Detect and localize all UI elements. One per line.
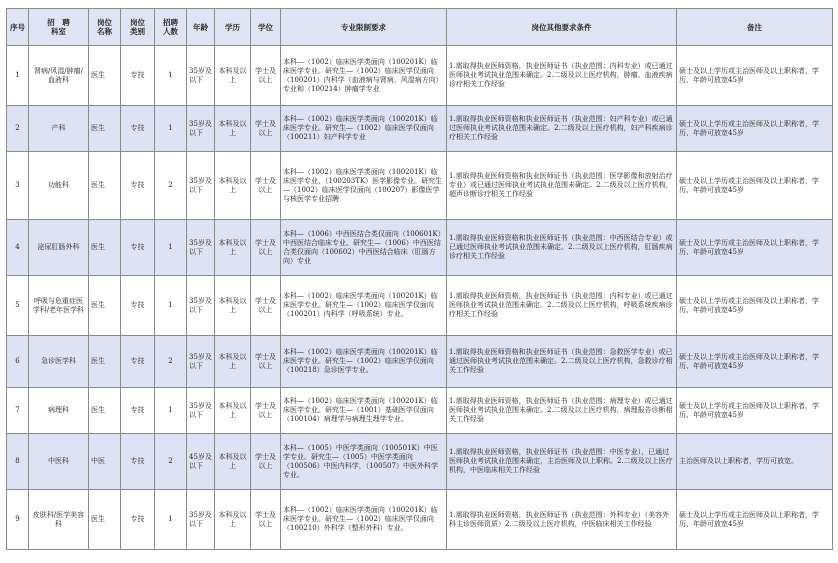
cell-count: 1 xyxy=(155,276,187,336)
cell-degree: 学士及以上 xyxy=(251,490,281,550)
cell-position-name: 医生 xyxy=(89,106,121,152)
cell-seq: 6 xyxy=(7,336,29,388)
cell-degree: 学士及以上 xyxy=(251,46,281,106)
cell-seq: 3 xyxy=(7,152,29,220)
cell-count: 1 xyxy=(155,220,187,276)
cell-position-name: 医生 xyxy=(89,336,121,388)
cell-age: 35岁及以下 xyxy=(187,46,215,106)
header-education: 学历 xyxy=(215,9,251,46)
cell-dept: 产科 xyxy=(29,106,89,152)
recruitment-table-wrapper xyxy=(6,8,832,550)
cell-major: 本科—（1006）中西医结合类仅面向（100601K）中西医结合临床专业。研究生—（1006）中西医结合类仅面向（100602）中西医结合临床（肛肠方向）专业 xyxy=(281,220,447,276)
header-note: 备注 xyxy=(677,9,833,46)
cell-other-requirements: 1.需取得执业医师资格和执业医师证书（执业范围：妇产科专业）或已通过医师执业考试执业范围未确定。2.二级及以上医疗机构，妇产科疾病诊疗相关工作经验 xyxy=(447,106,677,152)
cell-education: 本科及以上 xyxy=(215,106,251,152)
cell-count: 2 xyxy=(155,434,187,490)
cell-other-requirements: 1.需取得执业医师资格，执业医师证书（执业范围：外科专业）（美容外科主诊医师资质）2.二级及以上医疗机构，中医临床相关工作经验 xyxy=(447,490,677,550)
cell-degree: 学士及以上 xyxy=(251,388,281,434)
table-row xyxy=(7,434,833,490)
cell-education: 本科及以上 xyxy=(215,220,251,276)
cell-position-type: 专技 xyxy=(121,388,155,434)
cell-seq: 1 xyxy=(7,46,29,106)
cell-dept: 中医科 xyxy=(29,434,89,490)
recruitment-table xyxy=(6,8,833,550)
cell-education: 本科及以上 xyxy=(215,336,251,388)
cell-other-requirements: 1.需取得执业医师资格，执业医师证书（执业范围：内科专业）或已通过医师执业考试执业范围未确定。2.二级及以上医疗机构，呼吸系统疾病诊疗相关工作经验 xyxy=(447,276,677,336)
cell-seq: 4 xyxy=(7,220,29,276)
cell-seq: 8 xyxy=(7,434,29,490)
header-position-type-line2: 类别 xyxy=(130,27,145,36)
header-position-name-line2: 名称 xyxy=(97,27,112,36)
cell-other-requirements: 1.需取得执业医师资格，执业医师证书（执业范围：病理专业）或已通过医师执业考试执业范围未确定。2.二级及以上医疗机构，病理报告诊断相关工作经验 xyxy=(447,388,677,434)
cell-position-name: 医生 xyxy=(89,388,121,434)
header-position-name xyxy=(89,9,121,46)
header-seq: 序号 xyxy=(7,9,29,46)
cell-age: 35岁及以下 xyxy=(187,152,215,220)
cell-major: 本科—（1002）临床医学类面向（100201K）临床医学专业。研究生—（1002）临床医学仅面向（100201）内科学（呼吸系统）专业。 xyxy=(281,276,447,336)
cell-education: 本科及以上 xyxy=(215,152,251,220)
cell-count: 1 xyxy=(155,46,187,106)
cell-position-type: 专技 xyxy=(121,336,155,388)
cell-education: 本科及以上 xyxy=(215,276,251,336)
cell-position-name: 医生 xyxy=(89,220,121,276)
cell-position-type: 专技 xyxy=(121,434,155,490)
cell-other-requirements: 1.需取得执业医师资格和执业医师证书（执业范围：中西医结合专业）或已通过医师执业考试执业范围未确定。2.二级及以上医疗机构，肛肠疾病诊疗相关工作经验 xyxy=(447,220,677,276)
cell-dept: 呼吸与危重症医学科/老年医学科 xyxy=(29,276,89,336)
header-major: 专业限制要求 xyxy=(281,9,447,46)
cell-dept: 皮肤科/医学美容科 xyxy=(29,490,89,550)
cell-dept: 病理科 xyxy=(29,388,89,434)
cell-age: 35岁及以下 xyxy=(187,336,215,388)
cell-position-type: 专技 xyxy=(121,46,155,106)
cell-note: 硕士及以上学历或主治医师及以上职称者，学历、年龄可放宽45岁 xyxy=(677,220,833,276)
cell-degree: 学士及以上 xyxy=(251,434,281,490)
cell-count: 1 xyxy=(155,106,187,152)
cell-degree: 学士及以上 xyxy=(251,152,281,220)
cell-note: 硕士及以上学历或主治医师及以上职称者，学历、年龄可放宽45岁 xyxy=(677,152,833,220)
header-position-type-line1: 岗位 xyxy=(130,18,145,27)
header-count xyxy=(155,9,187,46)
cell-seq: 2 xyxy=(7,106,29,152)
cell-age: 35岁及以下 xyxy=(187,276,215,336)
cell-position-type: 专技 xyxy=(121,152,155,220)
header-dept xyxy=(29,9,89,46)
cell-major: 本科—（1002）临床医学类面向（100201K）临床医学专业、（100203TK）医学影像专业。研究生—（1002）临床医学仅面向（100207）影像医学与核医学专业招聘 xyxy=(281,152,447,220)
table-row xyxy=(7,490,833,550)
cell-note: 硕士及以上学历或主治医师及以上职称者，学历、年龄可放宽45岁 xyxy=(677,106,833,152)
cell-seq: 7 xyxy=(7,388,29,434)
cell-seq: 9 xyxy=(7,490,29,550)
cell-position-type: 专技 xyxy=(121,220,155,276)
cell-count: 2 xyxy=(155,152,187,220)
cell-note: 硕士及以上学历或主治医师及以上职称者，学历、年龄可放宽45岁 xyxy=(677,276,833,336)
cell-note: 主治医师及以上职称者，学历可放宽。 xyxy=(677,434,833,490)
header-other-requirements: 岗位其他要求条件 xyxy=(447,9,677,46)
table-row xyxy=(7,388,833,434)
cell-education: 本科及以上 xyxy=(215,388,251,434)
cell-age: 35岁及以下 xyxy=(187,388,215,434)
header-position-type xyxy=(121,9,155,46)
header-degree: 学位 xyxy=(251,9,281,46)
table-row xyxy=(7,106,833,152)
cell-position-name: 医生 xyxy=(89,152,121,220)
cell-position-name: 医生 xyxy=(89,490,121,550)
table-row xyxy=(7,46,833,106)
cell-age: 45岁及以下 xyxy=(187,434,215,490)
cell-position-name: 中医 xyxy=(89,434,121,490)
cell-education: 本科及以上 xyxy=(215,46,251,106)
cell-dept: 功能科 xyxy=(29,152,89,220)
table-row xyxy=(7,336,833,388)
cell-degree: 学士及以上 xyxy=(251,276,281,336)
cell-position-name: 医生 xyxy=(89,46,121,106)
cell-degree: 学士及以上 xyxy=(251,220,281,276)
cell-degree: 学士及以上 xyxy=(251,106,281,152)
cell-other-requirements: 1.需取得执业医师资格，执业医师证书（执业范围：内科专业）或已通过医师执业考试执业范围未确定。2.二级及以上医疗机构，肿瘤、血液疾病诊疗相关工作经验 xyxy=(447,46,677,106)
header-count-line2: 人数 xyxy=(163,27,178,36)
cell-note: 硕士及以上学历或主治医师及以上职称者，学历、年龄可放宽45岁 xyxy=(677,388,833,434)
cell-major: 本科—（1002）临床医学类面向（100201K）临床医学专业。研究生—（1002）临床医学仅面向（100201）内科学（血液病与肾病、风湿病方向）专业和（100214）肿瘤学专业 xyxy=(281,46,447,106)
cell-dept: 急诊医学科 xyxy=(29,336,89,388)
cell-position-type: 专技 xyxy=(121,106,155,152)
header-age: 年龄 xyxy=(187,9,215,46)
cell-note: 硕士及以上学历或主治医师及以上职称者，学历、年龄可放宽45岁 xyxy=(677,46,833,106)
cell-major: 本科—（1002）临床医学类面向（100201K）临床医学专业。研究生—（1002）临床医学仅面向（100211）妇产科学专业 xyxy=(281,106,447,152)
cell-education: 本科及以上 xyxy=(215,490,251,550)
cell-count: 1 xyxy=(155,490,187,550)
cell-major: 本科—（1002）临床医学类面向（100201K）临床医学专业。研究生—（1001）基础医学仅面向（100104）病理学与病理生理学专业。 xyxy=(281,388,447,434)
header-position-name-line1: 岗位 xyxy=(97,18,112,27)
header-dept-line2: 科室 xyxy=(51,27,66,36)
header-row xyxy=(7,9,833,46)
cell-count: 2 xyxy=(155,336,187,388)
cell-position-type: 专技 xyxy=(121,276,155,336)
cell-major: 本科—（1005）中医学类面向（100501K）中医学专业。研究生—（1005）中医学类面向（100506）中医内科学，（100507）中医外科学专业。 xyxy=(281,434,447,490)
cell-count: 1 xyxy=(155,388,187,434)
cell-note: 硕士及以上学历或主治医师及以上职称者，学历、年龄可放宽45岁 xyxy=(677,336,833,388)
cell-other-requirements: 1.需取得执业医师资格，执业医师证书（执业范围：中医专业），已通过医师执业考试执业范围未确定，主治医师及以上职称。2.二级及以上医疗机构，中医临床相关工作经验 xyxy=(447,434,677,490)
cell-position-name: 医生 xyxy=(89,276,121,336)
cell-education: 本科及以上 xyxy=(215,434,251,490)
header-dept-line1: 招 聘 xyxy=(47,18,70,27)
cell-dept: 泌尿肛肠外科 xyxy=(29,220,89,276)
table-row xyxy=(7,276,833,336)
cell-major: 本科—（1002）临床医学类面向（100201K）临床医学专业。研究生—（1002）临床医学仅面向（100210）外科学（整形外科）专业。 xyxy=(281,490,447,550)
table-body xyxy=(7,46,833,550)
cell-age: 35岁及以下 xyxy=(187,490,215,550)
cell-major: 本科—（1002）临床医学类面向（100201K）临床医学专业。研究生—（1002）临床医学仅面向（100218）急诊医学专业。 xyxy=(281,336,447,388)
table-row xyxy=(7,152,833,220)
cell-age: 35岁及以下 xyxy=(187,106,215,152)
header-count-line1: 招聘 xyxy=(163,18,178,27)
cell-other-requirements: 1.需取得执业医师资格和执业医师证书（执业范围：医学影像和放射治疗专业）或已通过医师执业考试执业范围未确定。2.二级及以上医疗机构，超声诊断诊疗相关工作经验 xyxy=(447,152,677,220)
cell-dept: 肾病/风湿/肿瘤/血液科 xyxy=(29,46,89,106)
cell-degree: 学士及以上 xyxy=(251,336,281,388)
cell-age: 35岁及以下 xyxy=(187,220,215,276)
table-row xyxy=(7,220,833,276)
cell-seq: 5 xyxy=(7,276,29,336)
cell-other-requirements: 1.需取得执业医师资格和执业医师证书（执业范围：急救医学专业）或已通过医师执业考试执业范围未确定。2.二级及以上医疗机构，急救诊疗相关工作经验 xyxy=(447,336,677,388)
cell-position-type: 专技 xyxy=(121,490,155,550)
cell-note: 硕士及以上学历或主治医师及以上职称者，学历、年龄可放宽45岁 xyxy=(677,490,833,550)
